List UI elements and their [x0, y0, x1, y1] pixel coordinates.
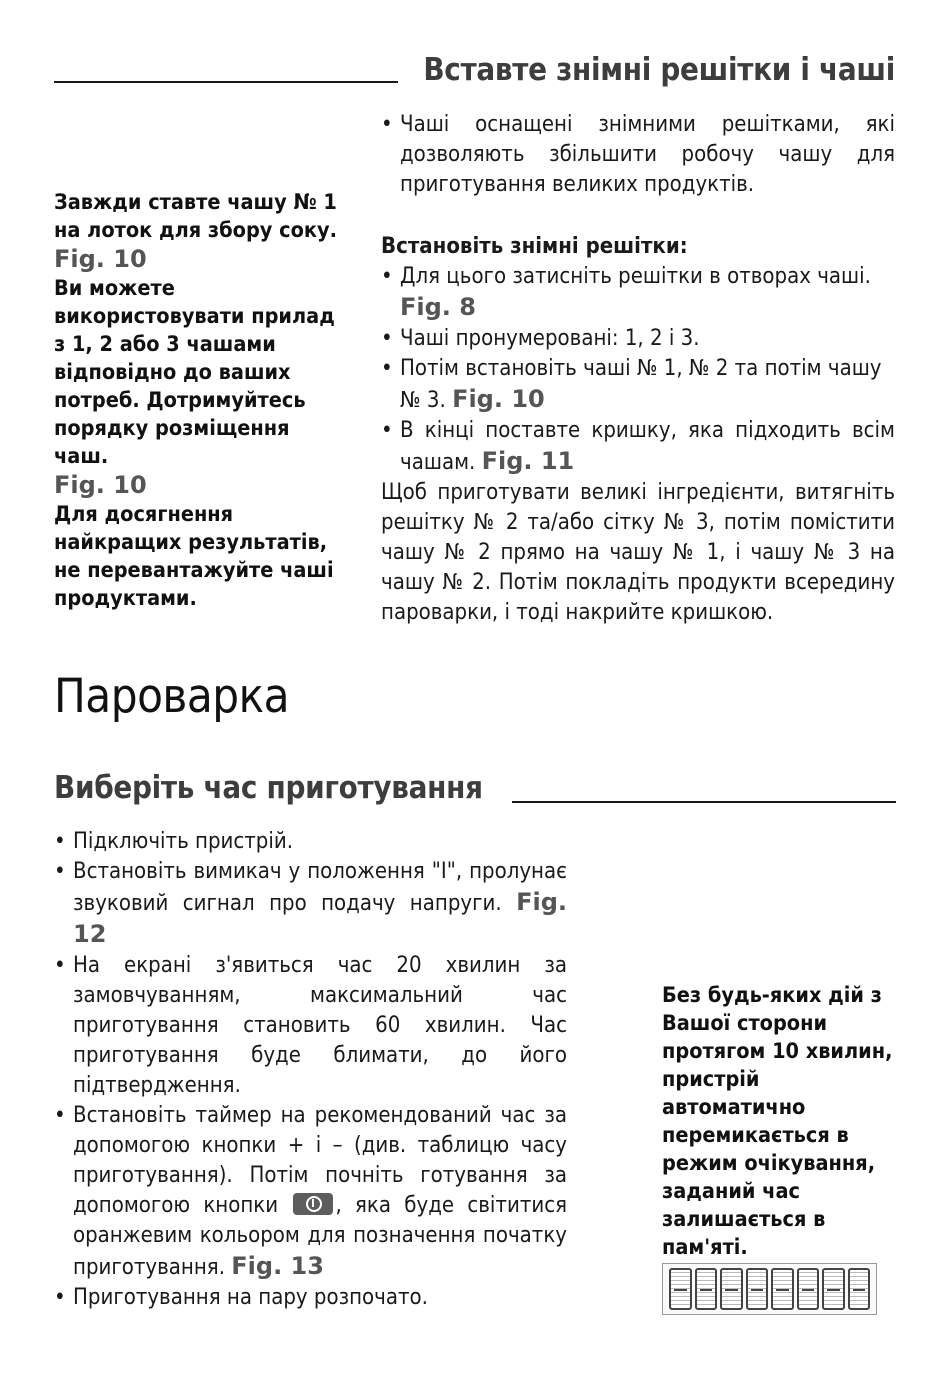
chapter-title: Пароварка — [54, 669, 290, 724]
bullet-text: Приготування на пару розпочато. — [73, 1285, 428, 1310]
bullet-text: , яка буде світитися оранжевим кольором для позначення початку приготування. — [73, 1193, 567, 1280]
list-item — [381, 262, 895, 324]
digit-segment — [771, 1268, 794, 1310]
bullet-text: Для цього затисніть решітки в отворах чаші. — [400, 264, 871, 289]
section1-title: Вставте знімні решітки і чаші — [423, 52, 895, 88]
bullet-text: Встановіть таймер на рекомендований час за допомогою кнопки + і – (див. таблицю часу приготування). Потім почніть готування за допомогою кнопки — [73, 1103, 567, 1218]
list-item — [381, 354, 895, 416]
list-item — [381, 324, 895, 354]
display-digits-icon — [662, 1263, 877, 1315]
section2-title: Виберіть час приготування — [54, 770, 483, 806]
list-item — [54, 1101, 567, 1283]
fig-ref: Fig. 10 — [54, 471, 147, 499]
intro-text: Чаші оснащені знімними решітками, які дозволяють збільшити робочу чашу для приготування великих продуктів. — [400, 112, 895, 197]
side-note-p2: Ви можете використовувати прилад з 1, 2 або 3 чашами відповідно до ваших потреб. Дотримуйтесь порядку розміщення чаш. — [54, 276, 335, 469]
bullet-text: В кінці поставте кришку, яка підходить всім чашам. — [400, 418, 895, 475]
list-item — [54, 827, 567, 857]
list-item — [54, 951, 567, 1101]
paragraph: Щоб приготувати великі інгредієнти, витягніть решітку № 2 та/або сітку № 3, потім помістити чашу № 2 прямо на чашу № 1, і чашу № 3 на чашу № 2. Потім покладіть продукти всередину пароварки, і тоді накрийте кришкою. — [381, 480, 895, 625]
fig-ref: Fig. 8 — [400, 293, 476, 321]
section1-title-rule — [54, 81, 398, 83]
section2-side-note: Без будь-яких дій з Вашої сторони протягом 10 хвилин, пристрій автоматично перемикається в режим очікування, заданий час залишається в пам'яті. — [662, 983, 893, 1260]
list-item — [381, 110, 895, 200]
digit-segment — [848, 1268, 871, 1310]
power-button-icon — [293, 1193, 333, 1215]
fig-ref: Fig. 12 — [73, 888, 567, 948]
digit-segment — [797, 1268, 820, 1310]
section2-body — [54, 827, 567, 1313]
fig-ref: Fig. 11 — [481, 447, 575, 475]
bullet-text: На екрані з'явиться час 20 хвилин за замовчуванням, максимальний час приготування становить 60 хвилин. Час приготування буде блимати, до його підтвердження. — [73, 953, 567, 1098]
digit-segment — [720, 1268, 743, 1310]
bullet-text: Підключіть пристрій. — [73, 829, 294, 854]
digit-segment — [822, 1268, 845, 1310]
list-item — [381, 416, 895, 478]
bullet-text: Потім встановіть чаші № 1, № 2 та потім чашу № 3. — [400, 356, 882, 413]
list-item — [54, 1283, 567, 1313]
digit-segment — [695, 1268, 718, 1310]
list-item — [54, 857, 567, 951]
digit-segment — [669, 1268, 692, 1310]
section1-side-note — [54, 189, 344, 613]
bullet-text: Чаші пронумеровані: 1, 2 і 3. — [400, 326, 700, 351]
bullet-text: Встановіть вимикач у положення "I", пролунає звуковий сигнал про подачу напруги. — [73, 859, 567, 916]
fig-ref: Fig. 10 — [452, 385, 545, 413]
section2-title-rule — [512, 801, 896, 803]
side-note-p1: Завжди ставте чашу № 1 на лоток для збору соку. — [54, 190, 337, 243]
subheading: Встановіть знімні решітки: — [381, 234, 688, 259]
fig-ref: Fig. 13 — [231, 1252, 324, 1280]
section1-body — [381, 110, 895, 628]
digit-segment — [746, 1268, 769, 1310]
side-note-p3: Для досягнення найкращих результатів, не перевантажуйте чаші продуктами. — [54, 502, 334, 611]
fig-ref: Fig. 10 — [54, 245, 147, 273]
